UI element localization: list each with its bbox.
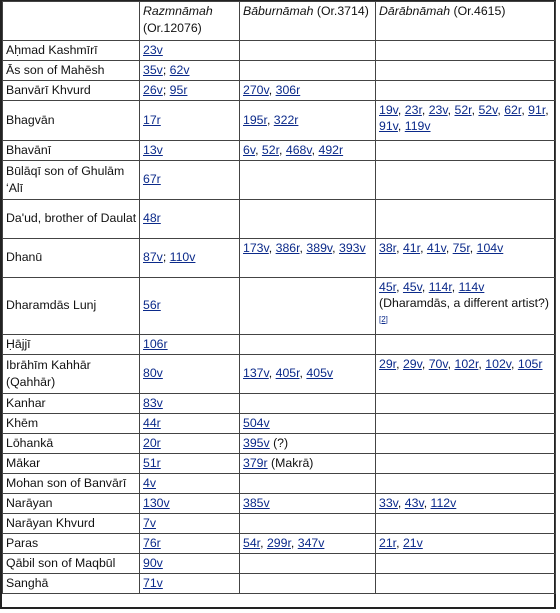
folio-link[interactable]: 112v [430, 495, 457, 510]
baburnamah-cell [240, 334, 376, 354]
razmnamah-cell [140, 473, 240, 493]
artist-name-cell: Ibrāhīm Kahhār (Qahhār) [3, 354, 140, 393]
baburnamah-cell [240, 140, 376, 160]
artist-note: (Dharamdās, a different artist?) [379, 296, 549, 310]
folio-link[interactable]: 67r [143, 172, 161, 187]
folio-link[interactable]: 21r [379, 535, 397, 550]
folio-link[interactable]: 48r [143, 211, 161, 226]
baburnamah-cell [240, 553, 376, 573]
folio-link[interactable]: 33v [379, 495, 398, 510]
razmnamah-cell [140, 100, 240, 140]
artist-name-cell: Ḥājjī [3, 334, 140, 354]
folio-link[interactable]: 386r [275, 240, 300, 255]
razmnamah-cell [140, 573, 240, 593]
folio-separator: , [311, 142, 319, 157]
darabnamah-cell [376, 60, 556, 80]
artist-name-cell: Qābil son of Maqbūl [3, 553, 140, 573]
folio-link[interactable]: 51r [143, 455, 161, 470]
folio-link[interactable]: 130v [143, 495, 170, 510]
razmnamah-cell [140, 513, 240, 533]
baburnamah-cell [240, 393, 376, 413]
folio-separator: , [268, 366, 276, 381]
razmnamah-cell [140, 533, 240, 553]
darabnamah-cell [376, 513, 556, 533]
folio-link[interactable]: 19v [379, 102, 398, 117]
folio-link[interactable]: 405r [275, 366, 300, 381]
folio-link[interactable]: 21v [402, 535, 423, 550]
folio-link[interactable]: 54r [243, 535, 261, 550]
table-row [3, 100, 556, 140]
artists-folio-table [2, 1, 556, 594]
folio-separator: , [447, 102, 455, 117]
folio-separator: , [471, 102, 479, 117]
darabnamah-cell [376, 238, 556, 277]
artist-name-cell: Lōhankā [3, 433, 140, 453]
folio-link[interactable]: 35v [143, 62, 163, 77]
table-row [3, 553, 556, 573]
folio-link[interactable]: 52r [261, 142, 280, 157]
folio-link[interactable]: 347v [297, 535, 325, 550]
table-row [3, 473, 556, 493]
razmnamah-cell [140, 277, 240, 334]
folio-link[interactable]: 95r [169, 82, 188, 97]
folio-separator: , [421, 356, 429, 371]
footnote-link[interactable]: [2] [379, 314, 388, 324]
folio-link[interactable]: 106r [143, 336, 168, 351]
razmnamah-cell [140, 238, 240, 277]
folio-link[interactable]: 26v [143, 82, 163, 97]
folio-link[interactable]: 137v [243, 366, 269, 381]
razmnamah-cell [140, 453, 240, 473]
baburnamah-cell [240, 513, 376, 533]
folio-link[interactable]: 7v [143, 515, 156, 530]
folio-link[interactable]: 23r [404, 102, 422, 117]
folio-separator: , [332, 240, 339, 255]
table-row [3, 354, 556, 393]
darabnamah-cell [376, 277, 556, 334]
folio-link[interactable]: 173v [243, 240, 269, 255]
darabnamah-cell [376, 553, 556, 573]
folio-separator: , [266, 112, 274, 127]
folio-link[interactable]: 76r [143, 535, 161, 550]
folio-link[interactable]: 104v [476, 240, 504, 255]
folio-separator: , [545, 102, 549, 117]
artist-name-cell: Mākar [3, 453, 140, 473]
folio-link[interactable]: 102r [454, 356, 479, 371]
baburnamah-cell [240, 433, 376, 453]
artist-name-cell: Ās son of Mahēsh [3, 60, 140, 80]
folio-link[interactable]: 45r [379, 279, 397, 294]
folio-link[interactable]: 195r [243, 112, 267, 127]
folio-separator: , [396, 356, 403, 371]
folio-separator: , [396, 279, 403, 294]
folio-separator: , [279, 142, 286, 157]
folio-separator: ; [162, 250, 170, 265]
darabnamah-cell [376, 533, 556, 553]
folio-separator: , [511, 356, 518, 371]
folio-link[interactable]: 299r [266, 535, 291, 550]
folio-link[interactable]: 91r [528, 102, 546, 117]
folio-link[interactable]: 41r [402, 240, 421, 255]
razmnamah-cell [140, 160, 240, 199]
folio-link[interactable]: 90v [143, 555, 163, 570]
razmnamah-cell [140, 80, 240, 100]
baburnamah-cell [240, 473, 376, 493]
baburnamah-cell [240, 199, 376, 238]
artist-name-cell: Dhanū [3, 238, 140, 277]
table-row [3, 413, 556, 433]
folio-link[interactable]: 395v [243, 435, 270, 450]
folio-separator: , [396, 240, 403, 255]
folio-separator: , [497, 102, 505, 117]
baburnamah-cell [240, 41, 376, 61]
artist-name-cell: Bhagvān [3, 100, 140, 140]
folio-separator: , [268, 240, 276, 255]
baburnamah-cell [240, 100, 376, 140]
header-razmnamah: Razmnāmah (Or.12076) [140, 2, 240, 41]
table-row [3, 393, 556, 413]
folio-link[interactable]: 52v [478, 102, 498, 117]
folio-separator: ; [162, 62, 170, 77]
folio-note: (Makrā) [267, 455, 314, 470]
darabnamah-cell [376, 453, 556, 473]
folio-separator: , [397, 119, 405, 133]
folio-link[interactable]: 52r [454, 102, 472, 117]
folio-separator: , [421, 279, 429, 294]
artist-name-cell: Paras [3, 533, 140, 553]
folio-separator: , [397, 102, 405, 117]
folio-link[interactable]: 379r [243, 455, 268, 470]
folio-link[interactable]: 91v [379, 119, 398, 133]
folio-link[interactable]: 43v [404, 495, 424, 510]
artist-name-cell: Narāyan [3, 493, 140, 513]
table-row [3, 60, 556, 80]
darabnamah-cell [376, 473, 556, 493]
header-baburnamah: Bāburnāmah (Or.3714) [240, 2, 376, 41]
folio-link[interactable]: 4v [143, 475, 156, 490]
artist-name-cell: Bhavānī [3, 140, 140, 160]
darabnamah-cell [376, 433, 556, 453]
darabnamah-cell [376, 413, 556, 433]
folio-link[interactable]: 70v [428, 356, 448, 371]
folio-link[interactable]: 119v [404, 119, 431, 133]
baburnamah-cell [240, 453, 376, 473]
folio-link[interactable]: 393v [339, 240, 366, 255]
table-row [3, 277, 556, 334]
baburnamah-cell [240, 80, 376, 100]
table-row [3, 433, 556, 453]
razmnamah-cell [140, 433, 240, 453]
folio-link[interactable]: 322r [273, 112, 299, 127]
folio-link[interactable]: 468v [285, 142, 312, 157]
folio-link[interactable]: 62r [504, 102, 522, 117]
table-row [3, 160, 556, 199]
darabnamah-cell [376, 199, 556, 238]
folio-link[interactable]: 29v [402, 356, 422, 371]
darabnamah-cell [376, 493, 556, 513]
folio-link[interactable]: 105r [517, 356, 543, 371]
darabnamah-cell [376, 354, 556, 393]
folio-link[interactable]: 110v [169, 250, 196, 265]
folio-link[interactable]: 45v [402, 279, 422, 294]
folio-separator: , [396, 535, 403, 550]
table-row [3, 533, 556, 553]
baburnamah-cell [240, 413, 376, 433]
folio-link[interactable]: 23v [143, 43, 163, 57]
razmnamah-cell [140, 41, 240, 61]
table-row [3, 80, 556, 100]
baburnamah-cell [240, 354, 376, 393]
folio-link[interactable]: 6v [243, 142, 256, 157]
folio-separator: , [420, 240, 427, 255]
darabnamah-cell [376, 393, 556, 413]
folio-link[interactable]: 405v [306, 366, 334, 381]
baburnamah-cell [240, 533, 376, 553]
baburnamah-cell [240, 60, 376, 80]
baburnamah-cell [240, 573, 376, 593]
artist-name-cell: Da'ud, brother of Daulat [3, 199, 140, 238]
razmnamah-cell [140, 553, 240, 573]
header-darabnamah: Dārābnāmah (Or.4615) [376, 2, 556, 41]
folio-separator: , [290, 535, 298, 550]
folio-separator: , [397, 495, 405, 510]
folio-link[interactable]: 504v [243, 415, 270, 430]
razmnamah-cell [140, 493, 240, 513]
darabnamah-cell [376, 41, 556, 61]
table-row [3, 453, 556, 473]
table-row [3, 199, 556, 238]
folio-separator: , [445, 240, 453, 255]
folio-link[interactable]: 13v [143, 142, 163, 157]
folio-link[interactable]: 56r [143, 298, 161, 313]
artist-name-cell: Kanhar [3, 393, 140, 413]
folio-link[interactable]: 20r [143, 435, 161, 450]
razmnamah-cell [140, 60, 240, 80]
folio-separator: , [469, 240, 477, 255]
folio-link[interactable]: 102v [485, 356, 512, 371]
table-row [3, 41, 556, 61]
folio-separator: ; [162, 82, 170, 97]
folio-link[interactable]: 41v [426, 240, 446, 255]
razmnamah-cell [140, 199, 240, 238]
folio-separator: , [421, 102, 429, 117]
folio-link[interactable]: 23v [428, 102, 448, 117]
artist-name-cell: Banvārī Khvurd [3, 80, 140, 100]
artist-name-cell: Būlāqī son of Ghulām ‘Alī [3, 160, 140, 199]
folio-separator: , [451, 279, 459, 294]
table-body [3, 41, 556, 594]
folio-link[interactable]: 389v [306, 240, 333, 255]
folio-link[interactable]: 306r [275, 82, 301, 97]
folio-link[interactable]: 385v [243, 495, 270, 510]
header-corner [3, 2, 140, 41]
folio-note: (?) [269, 435, 289, 450]
artist-name-cell: Dharamdās Lunj [3, 277, 140, 334]
baburnamah-cell [240, 160, 376, 199]
folio-separator: , [478, 356, 486, 371]
folio-link[interactable]: 80v [143, 366, 163, 381]
table-row [3, 513, 556, 533]
folio-link[interactable]: 114v [458, 279, 485, 294]
darabnamah-cell [376, 334, 556, 354]
table-row [3, 493, 556, 513]
folio-separator: , [299, 240, 307, 255]
header-row [3, 2, 556, 41]
table-row [3, 238, 556, 277]
folio-link[interactable]: 17r [143, 112, 161, 127]
folio-link[interactable]: 87v [143, 250, 163, 265]
folio-link[interactable]: 492r [318, 142, 344, 157]
folio-separator: , [423, 495, 431, 510]
darabnamah-cell [376, 160, 556, 199]
darabnamah-cell [376, 80, 556, 100]
darabnamah-cell [376, 573, 556, 593]
artist-name-cell: Narāyan Khvurd [3, 513, 140, 533]
folio-link[interactable]: 29r [379, 356, 397, 371]
razmnamah-cell [140, 354, 240, 393]
folio-separator: , [268, 82, 276, 97]
folio-separator: , [260, 535, 267, 550]
folio-link[interactable]: 71v [143, 575, 163, 590]
folio-link[interactable]: 44r [143, 415, 161, 430]
folio-link[interactable]: 62v [169, 62, 190, 77]
folio-separator: , [255, 142, 262, 157]
artist-name-cell: Aḥmad Kashmīrī [3, 41, 140, 61]
folio-separator: , [299, 366, 307, 381]
table-row [3, 140, 556, 160]
razmnamah-cell [140, 393, 240, 413]
artist-name-cell: Mohan son of Banvārī [3, 473, 140, 493]
artist-name-cell: Sanghā [3, 573, 140, 593]
darabnamah-cell [376, 100, 556, 140]
folio-separator: , [521, 102, 529, 117]
baburnamah-cell [240, 238, 376, 277]
razmnamah-cell [140, 334, 240, 354]
table-row [3, 334, 556, 354]
baburnamah-cell [240, 493, 376, 513]
folio-separator: , [447, 356, 455, 371]
razmnamah-cell [140, 413, 240, 433]
folio-link[interactable]: 83v [143, 395, 163, 410]
razmnamah-cell [140, 140, 240, 160]
baburnamah-cell [240, 277, 376, 334]
folio-link[interactable]: 75r [452, 240, 470, 255]
folio-link[interactable]: 38r [379, 240, 397, 255]
table-row [3, 573, 556, 593]
darabnamah-cell [376, 140, 556, 160]
folio-link[interactable]: 270v [243, 82, 269, 97]
artist-name-cell: Khēm [3, 413, 140, 433]
folio-link[interactable]: 114r [428, 279, 452, 294]
